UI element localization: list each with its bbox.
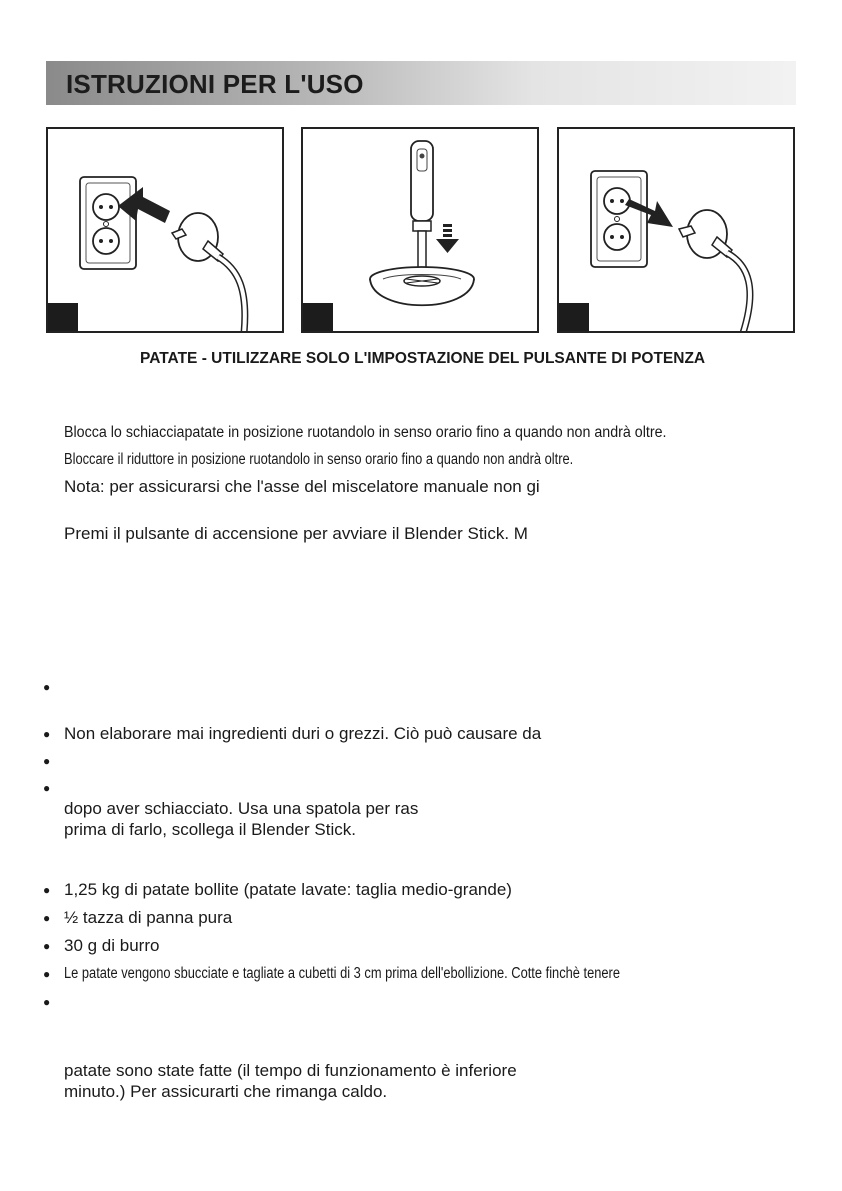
plug-insert-illustration (48, 129, 284, 333)
closing-line-1: patate sono state fatte (il tempo di funzionamento è inferiore (64, 1061, 517, 1080)
section-header (46, 61, 796, 105)
ingredient-butter: 30 g di burro (64, 936, 160, 955)
step-number-box (559, 303, 589, 331)
closing-line-2: minuto.) Per assicurarti che rimanga caldo. (64, 1082, 388, 1101)
bullet-marker: ● (43, 781, 51, 795)
bullet-marker: ● (43, 680, 51, 694)
step-3-panel (557, 127, 795, 333)
blender-in-bowl-illustration (303, 129, 539, 333)
instruction-press-power: Premi il pulsante di accensione per avviare il Blender Stick. M (64, 524, 528, 543)
plug-remove-illustration (559, 129, 795, 333)
warning-bullet-4-line-3: prima di farlo, scollega il Blender Stick. (64, 820, 356, 839)
bullet-marker: ● (43, 754, 51, 768)
bullet-marker: ● (43, 967, 51, 981)
bullet-marker: ● (43, 995, 51, 1009)
ingredient-cream: ½ tazza di panna pura (64, 908, 233, 927)
bullet-marker: ● (43, 911, 51, 925)
ingredient-potatoes: 1,25 kg di patate bollite (patate lavate: taglia medio-grande) (64, 880, 512, 899)
step-2-panel (301, 127, 539, 333)
bullet-marker: ● (43, 883, 51, 897)
section-subtitle: PATATE - UTILIZZARE SOLO L'IMPOSTAZIONE DEL PULSANTE DI POTENZA (140, 350, 706, 367)
bullet-marker: ● (43, 939, 51, 953)
instruction-lock-masher: Blocca lo schiacciapatate in posizione ruotandolo in senso orario fino a quando non andrà oltre. (64, 424, 667, 441)
warning-bullet-2: Non elaborare mai ingredienti duri o grezzi. Ciò può causare da (64, 724, 542, 743)
ingredient-prep: Le patate vengono sbucciate e tagliate a cubetti di 3 cm prima dell'ebollizione. Cotte finchè tenere (64, 965, 621, 982)
instruction-note: Nota: per assicurarsi che l'asse del miscelatore manuale non gi (64, 477, 540, 496)
page-title: ISTRUZIONI PER L'USO (66, 69, 364, 99)
step-number-box (48, 303, 78, 331)
instruction-lock-reducer: Bloccare il riduttore in posizione ruotandolo in senso orario fino a quando non andrà oltre. (64, 451, 574, 468)
step-number-box (303, 303, 333, 331)
bullet-marker: ● (43, 727, 51, 741)
step-1-panel (46, 127, 284, 333)
warning-bullet-4-line-2: dopo aver schiacciato. Usa una spatola per ras (64, 799, 419, 818)
